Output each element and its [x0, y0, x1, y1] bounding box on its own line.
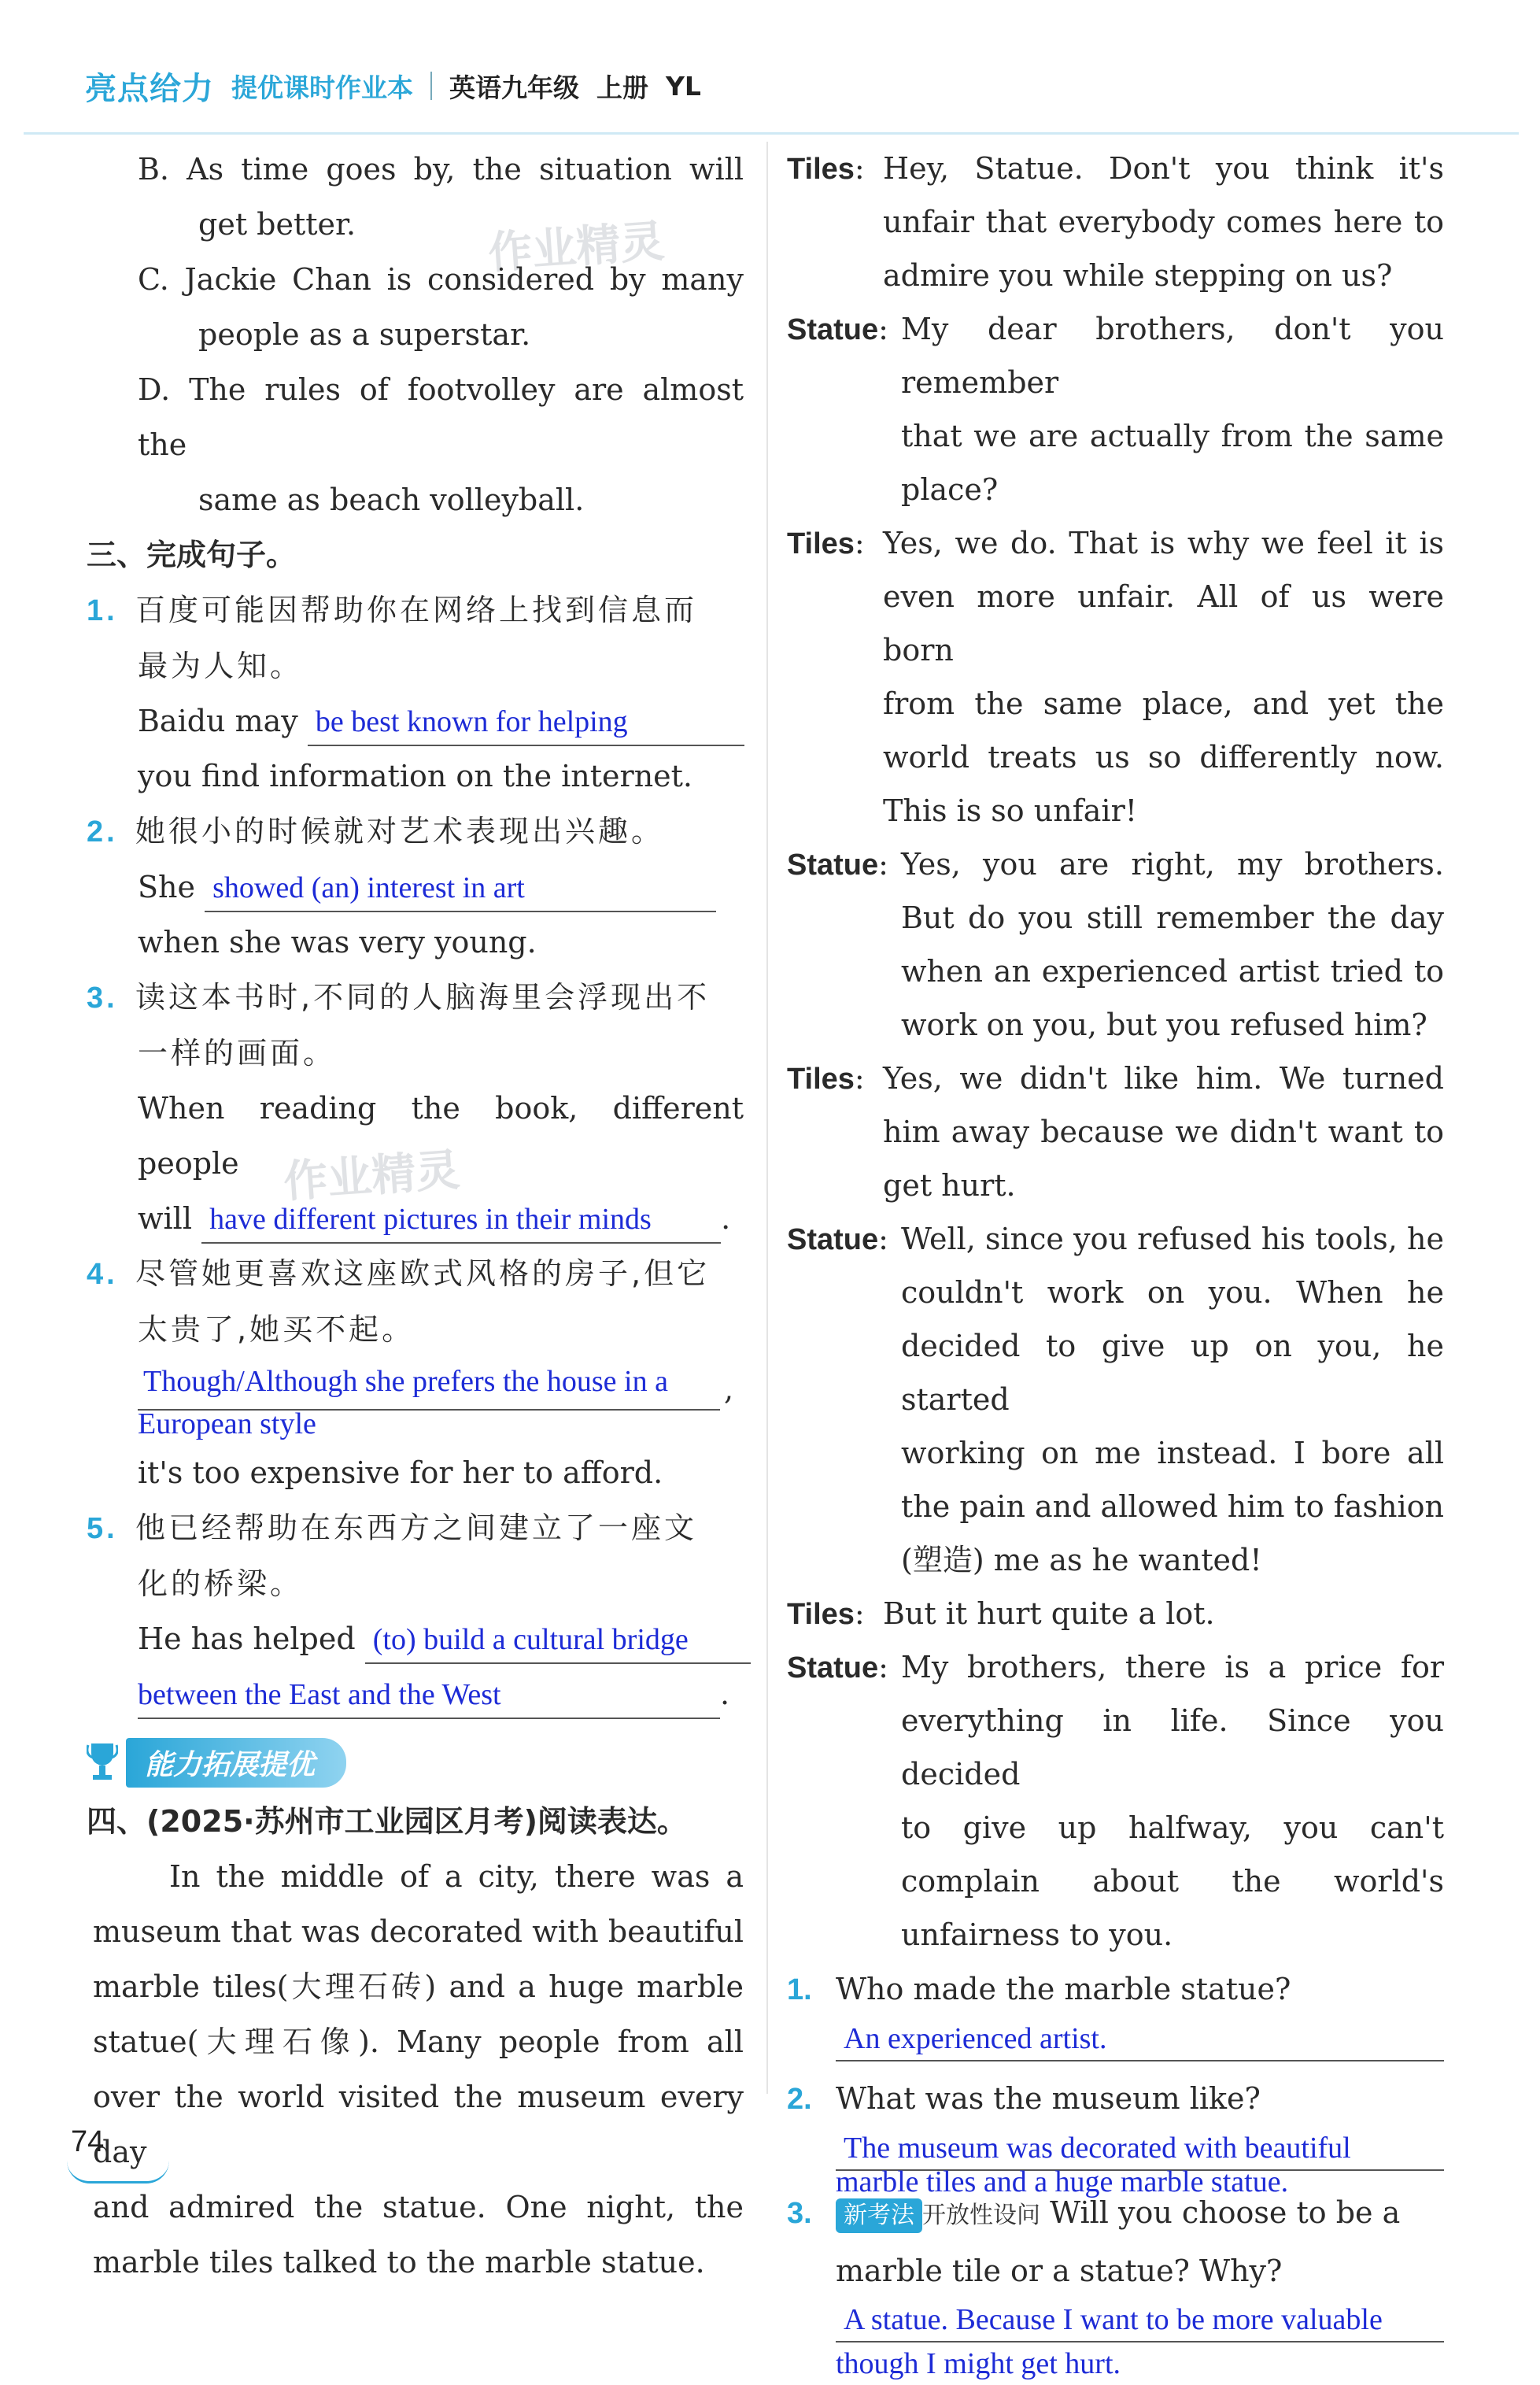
- passage-line: marble tiles(大理石砖) and a huge marble: [93, 1969, 744, 2004]
- section-4-title: 四、(2025·苏州市工业园区月考)阅读表达。: [87, 1804, 687, 1839]
- sentence-3-fill: will have different pictures in their minds .: [87, 1191, 744, 1246]
- option-line: B. As time goes by, the situation will: [138, 152, 744, 187]
- dialogue: [787, 142, 1444, 1962]
- page-number-decoration: [67, 2161, 169, 2183]
- option-line: D. The rules of footvolley are almost the: [138, 372, 744, 462]
- answer-blank: between the East and the West: [138, 1672, 720, 1719]
- question-number: 1.: [787, 1973, 812, 2006]
- dialogue-line: Yes, we do. That is why we feel it is: [883, 526, 1444, 560]
- dialogue-line: My brothers, there is a price for: [901, 1650, 1444, 1684]
- option-line: same as beach volleyball.: [198, 483, 585, 517]
- speaker-label: Tiles:: [787, 151, 865, 186]
- passage-line: In the middle of a city, there was a: [169, 1859, 744, 1894]
- sentence-5-fill-cont: between the East and the West .: [87, 1666, 744, 1721]
- answer-text: though I might get hurt.: [836, 2347, 1121, 2380]
- sentence-5-prompt-cont: 化的桥梁。: [138, 1566, 304, 1601]
- sentence-4-prompt-cont: 太贵了,她买不起。: [138, 1312, 415, 1347]
- dialogue-line: admire you while stepping on us?: [883, 258, 1393, 293]
- dialogue-line: unfair that everybody comes here to: [883, 205, 1444, 239]
- comma: ,: [724, 1372, 734, 1407]
- header-rule: [24, 132, 1519, 135]
- dialogue-line: from the same place, and yet the: [883, 686, 1444, 721]
- answer-blank: showed (an) interest in art: [205, 865, 716, 912]
- sentence-3-prompt: 3. 读这本书时,不同的人脑海里会浮现出不: [87, 970, 744, 1026]
- dialogue-line: world treats us so differently now.: [883, 740, 1444, 775]
- dialogue-turn: [787, 1587, 1444, 1640]
- left-column: [87, 142, 744, 2290]
- sentence-1-prompt: 1. 百度可能因帮助你在网络上找到信息而: [87, 582, 744, 638]
- dialogue-line: get hurt.: [883, 1168, 1016, 1203]
- dialogue-line: even more unfair. All of us were born: [883, 579, 1444, 667]
- sentence-2-prompt: 2. 她很小的时候就对艺术表现出兴趣。: [87, 804, 744, 860]
- section-banner: [87, 1731, 744, 1794]
- dialogue-line: to give up halfway, you can't: [901, 1810, 1444, 1845]
- dialogue-line: the pain and allowed him to fashion: [901, 1489, 1444, 1524]
- speaker-label: Statue:: [787, 312, 888, 346]
- option-line: C. Jackie Chan is considered by many: [138, 262, 744, 297]
- answer-text: marble tiles and a huge marble statue.: [836, 2165, 1289, 2198]
- passage-line: statue(大理石像). Many people from all: [93, 2024, 744, 2059]
- sentence-3-lead: When reading the book, different people: [138, 1091, 744, 1181]
- speaker-label: Statue:: [787, 847, 888, 882]
- dialogue-line: that we are actually from the same: [901, 419, 1444, 453]
- dialogue-line: place?: [901, 472, 999, 507]
- section-3-title: 三、完成句子。: [87, 538, 297, 572]
- speaker-label: Tiles:: [787, 1596, 865, 1631]
- dialogue-line: when an experienced artist tried to: [901, 954, 1444, 989]
- dialogue-line: decided to give up on you, he started: [901, 1329, 1444, 1417]
- option-line: get better.: [198, 207, 356, 242]
- watermark: 作业精灵: [486, 216, 667, 279]
- option-line: people as a superstar.: [198, 317, 531, 352]
- dialogue-turn: [787, 142, 1444, 302]
- answer-area: [787, 2298, 1444, 2385]
- dialogue-turn: [787, 838, 1444, 1052]
- dialogue-line: (塑造) me as he wanted!: [901, 1543, 1262, 1577]
- answer-text: Though/Although she prefers the house in a: [143, 1365, 668, 1398]
- page-number: 74: [71, 2125, 105, 2158]
- dialogue-line: unfairness to you.: [901, 1917, 1173, 1952]
- subject-label: 英语九年级: [449, 72, 579, 103]
- passage-line: over the world visited the museum every day: [93, 2080, 744, 2169]
- dialogue-turn: [787, 1052, 1444, 1212]
- question-number: 2.: [87, 815, 118, 849]
- speaker-label: Statue:: [787, 1650, 888, 1684]
- question-number: 4.: [87, 1258, 118, 1291]
- reading-question-3: 3. 新考法 开放性设问 Will you choose to be a: [787, 2185, 1444, 2243]
- speaker-label: Statue:: [787, 1222, 888, 1256]
- dialogue-turn: [787, 302, 1444, 516]
- watermark: 作业精灵: [282, 1144, 462, 1208]
- dialogue-line: My dear brothers, don't you remember: [901, 312, 1444, 400]
- passage-line: marble tiles talked to the marble statue.: [93, 2245, 705, 2280]
- dialogue-line: Yes, we didn't like him. We turned: [883, 1061, 1444, 1096]
- dialogue-line: Yes, you are right, my brothers.: [901, 847, 1444, 882]
- column-divider: [766, 142, 768, 2094]
- series-title: 提优课时作业本: [231, 72, 413, 103]
- option-b: [87, 142, 744, 252]
- reading-question-1: 1. Who made the marble statue?: [787, 1962, 1444, 2017]
- answer-text: European style: [138, 1407, 316, 1440]
- reading-question-3-cont: marble tile or a statue? Why?: [836, 2254, 1283, 2288]
- sentence-4-end: it's too expensive for her to afford.: [138, 1455, 663, 1490]
- sentence-1-prompt-cont: 最为人知。: [138, 649, 304, 683]
- dialogue-line: working on me instead. I bore all: [901, 1436, 1444, 1470]
- dialogue-turn: [787, 1640, 1444, 1962]
- question-number: 3.: [787, 2197, 812, 2230]
- sentence-3-prompt-cont: 一样的画面。: [138, 1036, 337, 1070]
- answer-blank: (to) build a cultural bridge: [365, 1617, 751, 1664]
- answer-blank: be best known for helping: [308, 699, 744, 746]
- question-number: 5.: [87, 1512, 118, 1545]
- sentence-5-fill: He has helped (to) build a cultural bridge: [87, 1611, 744, 1666]
- page-header: [85, 58, 701, 113]
- speaker-label: Tiles:: [787, 1061, 865, 1096]
- reading-questions: [787, 1962, 1444, 2385]
- dialogue-line: Well, since you refused his tools, he: [901, 1222, 1444, 1256]
- option-d: [87, 362, 744, 527]
- sentence-2-end: when she was very young.: [138, 925, 537, 960]
- sentence-1-fill: Baidu may be best known for helping: [87, 693, 744, 749]
- banner-title: 能力拓展提优: [126, 1738, 346, 1788]
- edition-label: YL: [666, 70, 701, 102]
- answer-text: The museum was decorated with beautiful: [836, 2127, 1444, 2171]
- reading-question-2: 2. What was the museum like?: [787, 2071, 1444, 2127]
- passage-line: and admired the statue. One night, the: [93, 2190, 744, 2224]
- dialogue-line: him away because we didn't want to: [883, 1115, 1444, 1149]
- answer-blank: have different pictures in their minds: [201, 1196, 721, 1244]
- header-divider: [430, 72, 432, 100]
- dialogue-line: complain about the world's: [901, 1864, 1444, 1899]
- dialogue-turn: [787, 1212, 1444, 1587]
- dialogue-line: This is so unfair!: [883, 793, 1137, 828]
- sentence-1-end: you find information on the internet.: [138, 759, 693, 793]
- question-number: 1.: [87, 594, 118, 627]
- reading-passage: [87, 1849, 744, 2290]
- dialogue-line: couldn't work on you. When he: [901, 1275, 1444, 1310]
- speaker-label: Tiles:: [787, 526, 865, 560]
- trophy-icon: [87, 1740, 118, 1784]
- sentence-4-fill: [87, 1357, 744, 1458]
- dialogue-turn: [787, 516, 1444, 838]
- brand-logo: 亮点给力: [85, 70, 214, 107]
- sentence-2-fill: She showed (an) interest in art: [87, 860, 744, 915]
- question-number: 3.: [87, 982, 118, 1015]
- dialogue-line: Hey, Statue. Don't you think it's: [883, 151, 1444, 186]
- answer-text: An experienced artist.: [836, 2017, 1444, 2061]
- option-c: [87, 252, 744, 362]
- dialogue-line: But it hurt quite a lot.: [883, 1596, 1215, 1631]
- question-tag: 开放性设问: [922, 2202, 1040, 2229]
- new-type-badge: 新考法: [836, 2198, 922, 2233]
- dialogue-line: But do you still remember the day: [901, 900, 1444, 935]
- right-column: [787, 142, 1444, 2385]
- dialogue-line: everything in life. Since you decided: [901, 1703, 1444, 1792]
- passage-line: museum that was decorated with beautiful: [93, 1914, 744, 1949]
- answer-text: A statue. Because I want to be more valuable: [836, 2298, 1444, 2342]
- volume-label: 上册: [596, 72, 648, 103]
- sentence-5-prompt: 5. 他已经帮助在东西方之间建立了一座文: [87, 1500, 744, 1556]
- sentence-4-prompt: 4. 尽管她更喜欢这座欧式风格的房子,但它: [87, 1246, 744, 1302]
- dialogue-line: work on you, but you refused him?: [901, 1008, 1427, 1042]
- question-number: 2.: [787, 2083, 812, 2116]
- answer-area: [787, 2017, 1444, 2061]
